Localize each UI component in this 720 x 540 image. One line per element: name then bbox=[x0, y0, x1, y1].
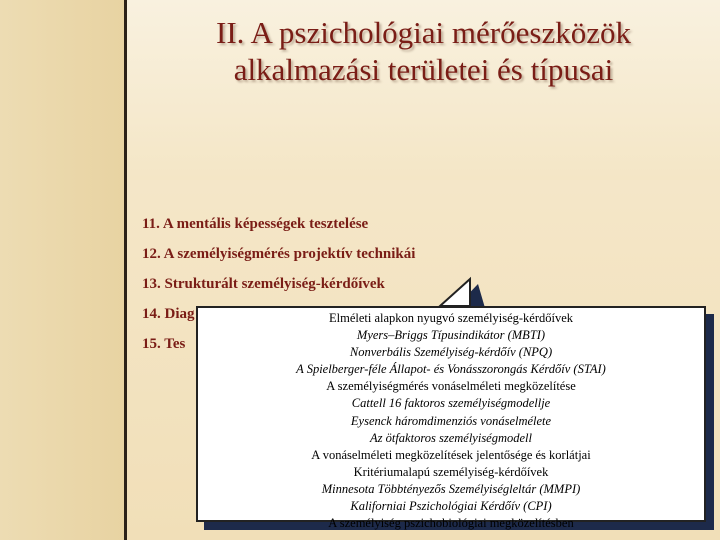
callout-line: Cattell 16 faktoros személyiségmodellje bbox=[351, 396, 551, 411]
callout-line: A személyiségmérés vonáselméleti megközelítése bbox=[326, 379, 576, 394]
list-item: 11. A mentális képességek tesztelése bbox=[142, 216, 369, 232]
callout-line: Kaliforniai Pszichológiai Kérdőív (CPI) bbox=[350, 499, 552, 514]
left-panel bbox=[0, 0, 124, 540]
callout-box bbox=[196, 306, 706, 531]
list-item: 14. Diag bbox=[142, 306, 195, 322]
list-item: 13. Strukturált személyiség-kérdőívek bbox=[142, 276, 385, 292]
callout-line: Myers–Briggs Típusindikátor (MBTI) bbox=[356, 328, 546, 343]
callout-line: Kritériumalapú személyiség-kérdőívek bbox=[353, 464, 549, 479]
callout-line: Nonverbális Személyiség-kérdőív (NPQ) bbox=[349, 345, 553, 360]
callout-line: A vonáselméleti megközelítések jelentősége és korlátjai bbox=[311, 447, 591, 462]
list-item: 12. A személyiségmérés projektív technikái bbox=[142, 246, 416, 262]
title-line-1: II. A pszichológiai mérőeszközök bbox=[216, 15, 631, 50]
callout-line: Minnesota Többtényezős Személyiségleltár (MMPI) bbox=[321, 481, 581, 496]
slide-title bbox=[127, 14, 720, 88]
callout-line: Eysenck háromdimenziós vonáselmélete bbox=[350, 413, 552, 428]
callout-line: A személyiség pszichobiológiai megközelítésben bbox=[328, 516, 574, 531]
callout-line: A Spielberger-féle Állapot- és Vonásszorongás Kérdőív (STAI) bbox=[296, 362, 606, 377]
list-item: 15. Tes bbox=[142, 336, 186, 352]
callout-line: Az ötfaktoros személyiségmodell bbox=[369, 430, 532, 445]
title-line-2: alkalmazási területei és típusai bbox=[233, 52, 614, 87]
callout-line: Elméleti alapkon nyugvó személyiség-kérdőívek bbox=[328, 311, 574, 325]
